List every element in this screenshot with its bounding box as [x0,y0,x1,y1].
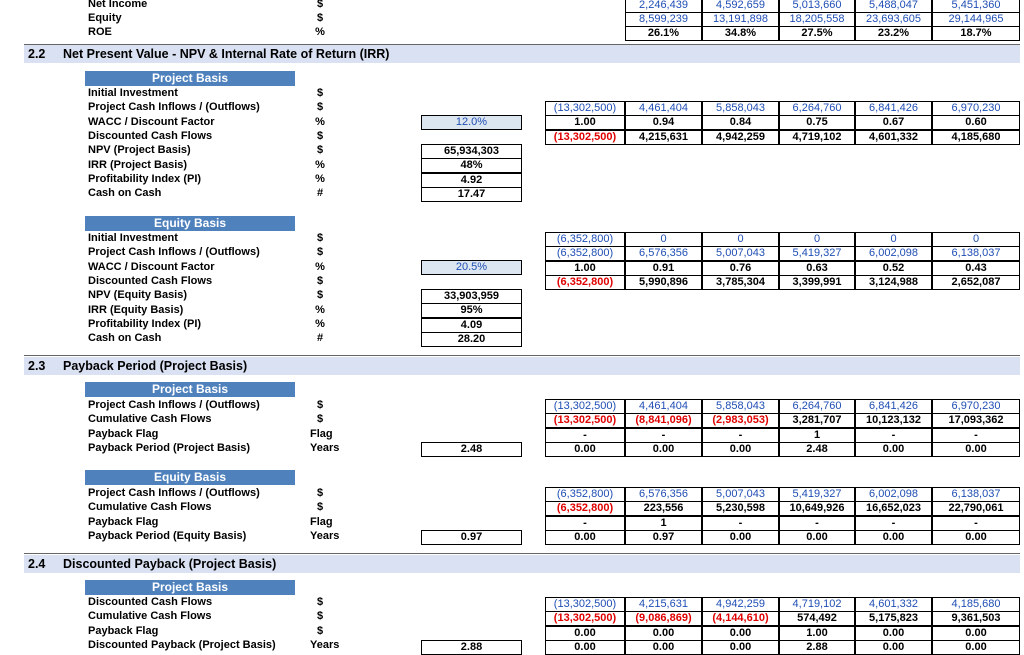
table-cell: 5,858,043 [702,399,779,414]
table-cell: 6,138,037 [932,246,1020,261]
table-cell: 6,264,760 [779,399,855,414]
row-unit: $ [316,12,324,24]
table-cell: 0.00 [779,530,855,545]
row-label: Payback Flag [88,515,159,528]
row-label: Profitability Index (PI) [88,317,202,330]
table-cell: 5,175,823 [855,611,932,626]
table-cell: 5,858,043 [702,101,779,116]
table-cell: 2,246,439 [625,0,702,13]
row-label: Cumulative Cash Flows [88,501,212,514]
table-cell: (6,352,800) [545,246,625,261]
section-title: Discounted Payback (Project Basis) [63,557,277,571]
table-cell: 0.91 [625,261,702,276]
table-cell: - [932,516,1020,531]
wacc-input[interactable]: 20.5% [421,260,522,275]
row-unit: $ [316,144,324,157]
table-cell: (6,352,800) [545,232,625,247]
table-cell: 4,942,259 [702,597,779,612]
table-cell: 0.76 [702,261,779,276]
table-cell: 0.00 [625,442,702,457]
table-cell: 16,652,023 [855,501,932,516]
table-cell: 4,461,404 [625,101,702,116]
table-cell: 0.75 [779,115,855,130]
table-cell: 2,652,087 [932,275,1020,290]
table-cell: 26.1% [625,26,702,41]
row-label: Payback Period (Equity Basis) [88,529,247,542]
row-unit: Years [310,441,340,454]
table-cell: 3,785,304 [702,275,779,290]
table-cell: 574,492 [779,611,855,626]
table-cell: 5,230,598 [702,501,779,516]
table-cell: 10,649,926 [779,501,855,516]
row-label: NPV (Equity Basis) [88,289,188,302]
row-unit: $ [316,610,324,623]
table-cell: 6,841,426 [855,101,932,116]
result-value: 28.20 [421,332,522,347]
section-header [24,45,1020,63]
section-number: 2.2 [28,47,46,61]
section-number: 2.4 [28,557,46,571]
table-cell: 0.00 [545,640,625,655]
row-label: Discounted Payback (Project Basis) [88,638,276,651]
table-cell: 0.00 [625,640,702,655]
table-cell: 5,419,327 [779,487,855,502]
row-label: Cumulative Cash Flows [88,610,212,623]
table-cell: 4,592,659 [702,0,779,13]
row-label: Discounted Cash Flows [88,596,213,608]
result-value: 17.47 [421,187,522,202]
row-unit: $ [316,101,324,114]
table-cell: 0 [625,232,702,247]
table-cell: 0.00 [545,626,625,641]
section-header [24,555,1020,573]
row-label: Project Cash Inflows / (Outflows) [88,399,260,411]
table-cell: 0.00 [625,626,702,641]
row-label: Payback Period (Project Basis) [88,441,251,454]
table-cell: - [932,428,1020,443]
row-unit: $ [316,289,324,302]
table-cell: 0.63 [779,261,855,276]
table-cell: 5,013,660 [779,0,855,13]
table-cell: - [545,428,625,443]
table-cell: 0.00 [932,640,1020,655]
table-cell: (4,144,610) [702,611,779,626]
table-cell: 0.94 [625,115,702,130]
result-value: 4.09 [421,318,522,333]
table-cell: - [702,428,779,443]
section-header [24,357,1020,375]
row-label: Project Cash Inflows / (Outflows) [88,487,260,499]
table-cell: 4,719,102 [779,130,855,145]
table-cell: 5,488,047 [855,0,932,13]
table-cell: - [625,428,702,443]
table-cell: 4,942,259 [702,130,779,145]
table-cell: (2,983,053) [702,413,779,428]
table-cell: 4,185,680 [932,597,1020,612]
table-cell: 0.60 [932,115,1020,130]
section-title: Net Present Value - NPV & Internal Rate of Return (IRR) [63,47,390,61]
table-cell: 1.00 [545,115,625,130]
table-cell: (13,302,500) [545,399,625,414]
table-cell: 0.00 [855,640,932,655]
table-cell: 18.7% [932,26,1020,41]
table-cell: - [855,428,932,443]
table-cell: 0.00 [932,626,1020,641]
table-cell: 0 [702,232,779,247]
row-unit: % [315,115,325,128]
section-number: 2.3 [28,359,46,373]
result-value: 2.88 [421,640,522,655]
table-cell: 0.00 [932,442,1020,457]
table-cell: 10,123,132 [855,413,932,428]
table-cell: 34.8% [702,26,779,41]
row-unit: $ [316,487,324,499]
row-label: Discounted Cash Flows [88,274,213,287]
divider [24,553,1020,554]
row-unit: % [315,303,325,316]
subsection-header: Equity Basis [85,470,295,485]
row-label: Project Cash Inflows / (Outflows) [88,246,260,259]
row-unit: Years [310,529,340,542]
table-cell: 6,002,098 [855,487,932,502]
table-cell: 0.00 [702,442,779,457]
wacc-input[interactable]: 12.0% [421,115,522,130]
table-cell: 13,191,898 [702,12,779,27]
table-cell: 6,264,760 [779,101,855,116]
row-label: Initial Investment [88,87,178,99]
table-cell: 0.00 [545,530,625,545]
row-unit: $ [316,274,324,287]
table-cell: 4,601,332 [855,130,932,145]
table-cell: (13,302,500) [545,101,625,116]
table-cell: 0.97 [625,530,702,545]
table-cell: 0.84 [702,115,779,130]
table-cell: 4,215,631 [625,597,702,612]
table-cell: 0 [855,232,932,247]
table-cell: 3,124,988 [855,275,932,290]
result-value: 33,903,959 [421,289,522,304]
table-cell: 0.00 [855,626,932,641]
row-unit: $ [316,399,324,411]
table-cell: 9,361,503 [932,611,1020,626]
row-label: Net Income [88,0,148,10]
row-label: Cash on Cash [88,332,162,345]
result-value: 48% [421,158,522,173]
table-cell: 4,719,102 [779,597,855,612]
row-unit: % [315,172,325,185]
table-cell: 0.00 [855,442,932,457]
table-cell: 6,576,356 [625,246,702,261]
table-cell: 4,461,404 [625,399,702,414]
table-cell: 0.00 [702,640,779,655]
table-cell: - [855,516,932,531]
table-cell: 0.67 [855,115,932,130]
table-cell: 6,970,230 [932,399,1020,414]
table-cell: 2.88 [779,640,855,655]
table-cell: 5,419,327 [779,246,855,261]
table-cell: 29,144,965 [932,12,1020,27]
row-label: WACC / Discount Factor [88,115,215,128]
row-label: Discounted Cash Flows [88,129,213,142]
table-cell: (8,841,096) [625,413,702,428]
row-label: Payback Flag [88,427,159,440]
row-label: WACC / Discount Factor [88,260,215,273]
row-unit: % [315,260,325,273]
row-unit: Years [310,638,340,651]
table-cell: - [702,516,779,531]
table-cell: 0.00 [932,530,1020,545]
table-cell: 0.00 [702,626,779,641]
row-label: Cash on Cash [88,187,162,200]
row-unit: $ [316,232,324,244]
table-cell: 3,399,991 [779,275,855,290]
row-unit: Flag [310,515,333,528]
table-cell: (13,302,500) [545,413,625,428]
row-label: IRR (Project Basis) [88,158,188,171]
row-unit: $ [316,129,324,142]
result-value: 0.97 [421,530,522,545]
table-cell: (13,302,500) [545,597,625,612]
table-cell: 4,215,631 [625,130,702,145]
table-cell: 0.43 [932,261,1020,276]
table-cell: 1.00 [545,261,625,276]
table-cell: 6,138,037 [932,487,1020,502]
table-cell: 5,007,043 [702,487,779,502]
result-value: 2.48 [421,442,522,457]
table-cell: 0.52 [855,261,932,276]
table-cell: 6,970,230 [932,101,1020,116]
row-unit: % [315,26,325,38]
table-cell: (6,352,800) [545,275,625,290]
result-value: 95% [421,303,522,318]
table-cell: 0.00 [545,442,625,457]
row-label: Profitability Index (PI) [88,172,202,185]
row-label: Payback Flag [88,624,159,637]
table-cell: 1.00 [779,626,855,641]
table-cell: 22,790,061 [932,501,1020,516]
table-cell: 4,601,332 [855,597,932,612]
divider [24,355,1020,356]
table-cell: 18,205,558 [779,12,855,27]
row-unit: $ [316,624,324,637]
table-cell: 6,002,098 [855,246,932,261]
table-cell: (13,302,500) [545,611,625,626]
table-cell: 5,007,043 [702,246,779,261]
table-cell: 0.00 [855,530,932,545]
section-title: Payback Period (Project Basis) [63,359,248,373]
table-cell: 23,693,605 [855,12,932,27]
table-cell: 8,599,239 [625,12,702,27]
table-cell: 2.48 [779,442,855,457]
row-unit: # [316,187,324,200]
table-cell: 5,451,360 [932,0,1020,13]
row-label: Equity [88,12,122,24]
table-cell: 17,093,362 [932,413,1020,428]
table-cell: 6,576,356 [625,487,702,502]
result-value: 4.92 [421,173,522,188]
row-label: IRR (Equity Basis) [88,303,184,316]
subsection-header: Project Basis [85,580,295,595]
row-unit: $ [316,246,324,259]
row-unit: # [316,332,324,345]
table-cell: 6,841,426 [855,399,932,414]
row-unit: % [315,158,325,171]
row-unit: $ [316,413,324,426]
table-cell: 3,281,707 [779,413,855,428]
table-cell: (6,352,800) [545,487,625,502]
table-cell: (13,302,500) [545,130,625,145]
subsection-header: Project Basis [85,71,295,86]
table-cell: 0 [932,232,1020,247]
row-label: Project Cash Inflows / (Outflows) [88,101,260,114]
table-cell: (9,086,869) [625,611,702,626]
table-cell: - [779,516,855,531]
result-value: 65,934,303 [421,144,522,159]
table-cell: - [545,516,625,531]
row-unit: % [315,317,325,330]
table-cell: (6,352,800) [545,501,625,516]
row-unit: $ [316,596,324,608]
table-cell: 27.5% [779,26,855,41]
row-unit: Flag [310,427,333,440]
table-cell: 23.2% [855,26,932,41]
table-cell: 0 [779,232,855,247]
table-cell: 4,185,680 [932,130,1020,145]
subsection-header: Project Basis [85,382,295,397]
row-unit: $ [316,87,324,99]
row-label: ROE [88,26,112,38]
subsection-header: Equity Basis [85,216,295,231]
row-unit: $ [316,501,324,514]
row-label: NPV (Project Basis) [88,144,191,157]
row-label: Initial Investment [88,232,178,244]
table-cell: 1 [779,428,855,443]
table-cell: 1 [625,516,702,531]
table-cell: 5,990,896 [625,275,702,290]
row-label: Cumulative Cash Flows [88,413,212,426]
table-cell: 223,556 [625,501,702,516]
table-cell: 0.00 [702,530,779,545]
row-unit: $ [316,0,324,10]
